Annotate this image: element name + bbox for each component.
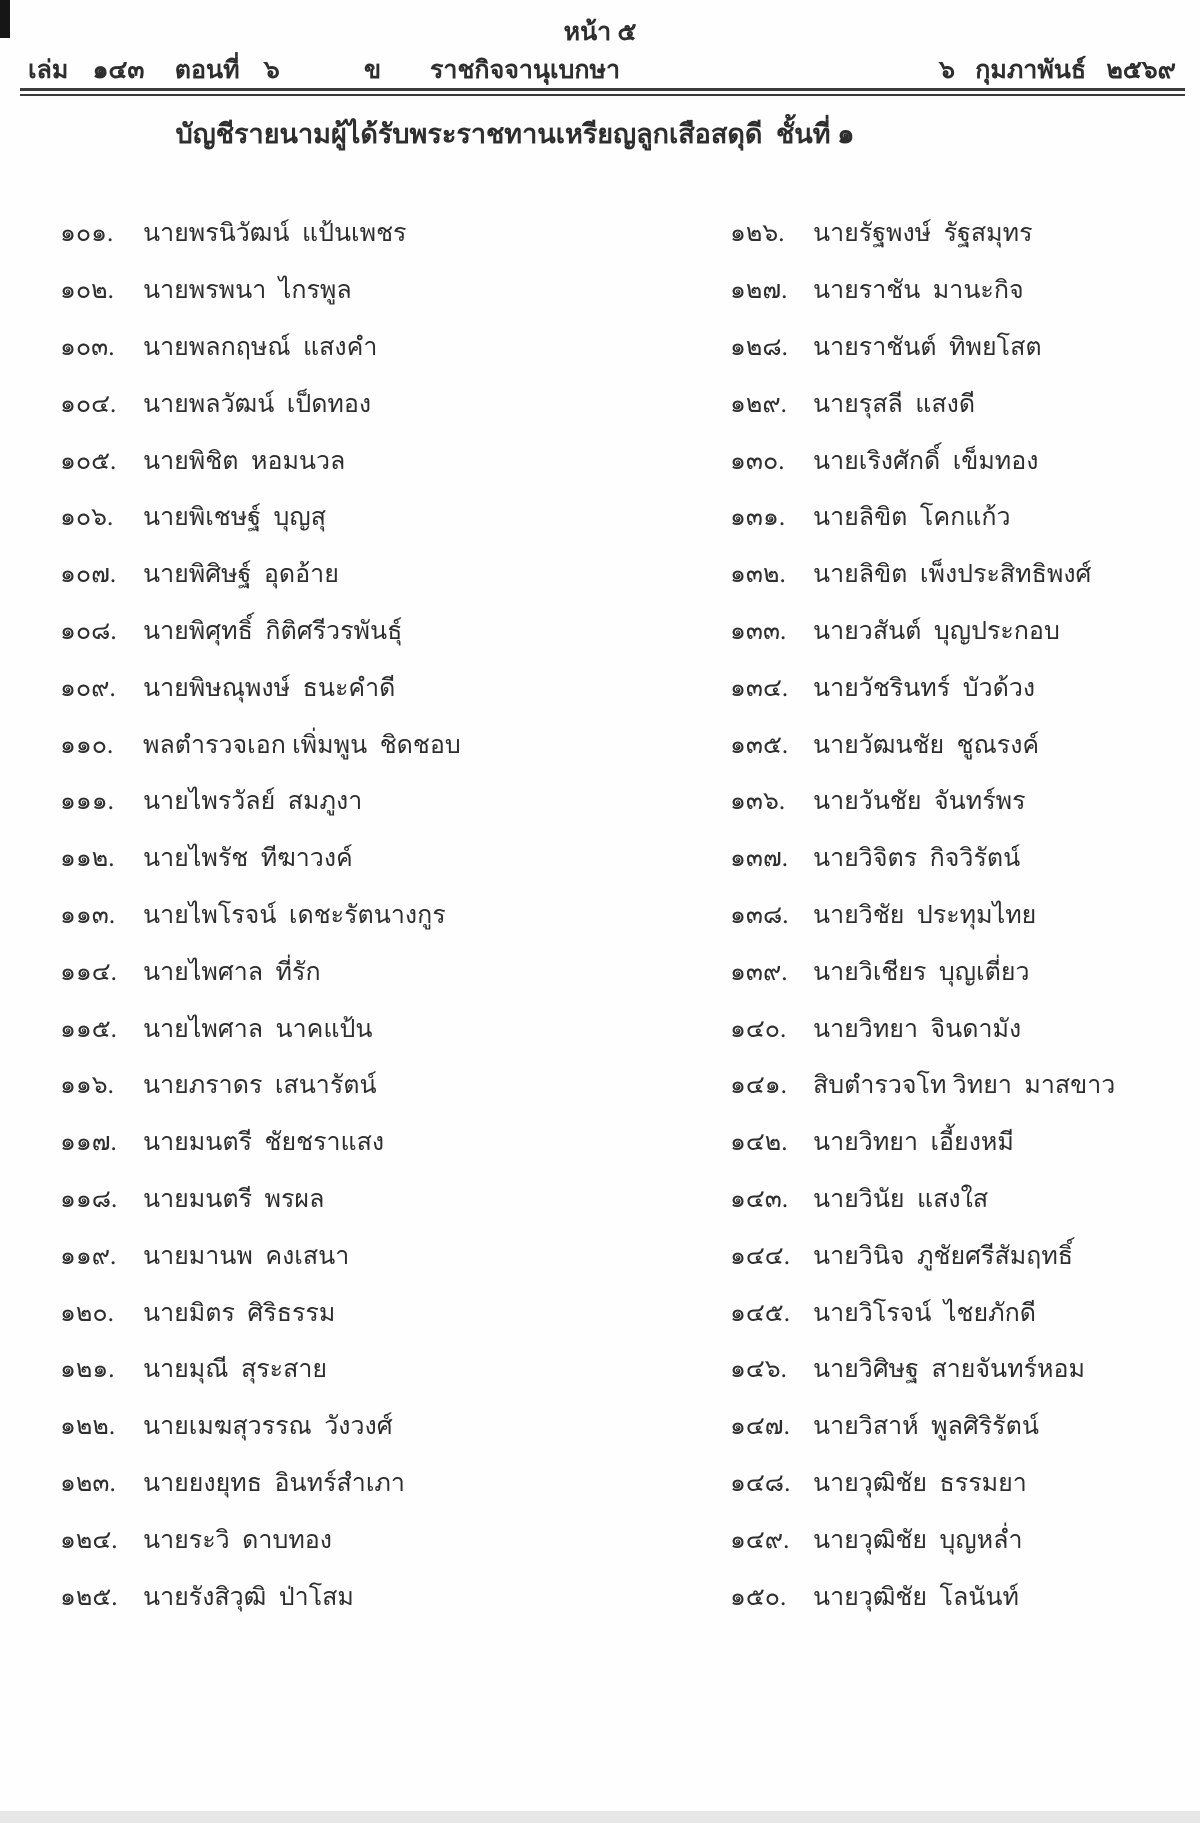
item-name: นายพิศิษฐ์ อุดอ้าย: [143, 561, 339, 589]
item-number: ๑๓๘.: [730, 901, 789, 929]
item-number: ๑๑๗.: [60, 1129, 117, 1157]
item-name: นายพรนิวัฒน์ แป้นเพชร: [143, 220, 407, 248]
item-number: ๑๓๗.: [730, 845, 789, 873]
list-item: [60, 375, 600, 432]
item-name: นายมานพ คงเสนา: [143, 1242, 350, 1270]
item-name: นายวิสาห์ พูลศิริรัตน์: [813, 1413, 1039, 1441]
item-name: นายมนตรี ชัยชราแสง: [143, 1129, 385, 1157]
part-number: ๖: [263, 57, 280, 84]
volume-label: เล่ม: [28, 57, 69, 84]
item-name: นายมนตรี พรผล: [143, 1185, 325, 1213]
list-item: [730, 489, 1200, 546]
item-number: ๑๓๕.: [730, 731, 789, 759]
item-number: ๑๕๐.: [730, 1583, 787, 1611]
item-number: ๑๐๘.: [60, 617, 117, 645]
list-item: [60, 489, 600, 546]
list-item: [730, 1284, 1200, 1341]
item-number: ๑๔๑.: [730, 1072, 787, 1100]
list-item: [730, 205, 1200, 262]
list-item: [60, 773, 600, 830]
list-item: [730, 1114, 1200, 1171]
item-name: นายไพศาล ที่รัก: [143, 958, 321, 986]
item-name: นายไพศาล นาคแป้น: [143, 1015, 373, 1043]
item-number: ๑๔๖.: [730, 1356, 787, 1384]
item-name: นายลิขิต เพ็งประสิทธิพงศ์: [813, 561, 1092, 589]
item-number: ๑๒๔.: [60, 1526, 118, 1554]
item-name: นายภราดร เสนารัตน์: [143, 1072, 377, 1100]
item-number: ๑๐๗.: [60, 561, 117, 589]
list-item: [60, 1171, 600, 1228]
item-number: ๑๑๓.: [60, 901, 116, 929]
gazette-name: ราชกิจจานุเบกษา: [430, 57, 621, 84]
list-item: [60, 1568, 600, 1625]
page-number-label: หน้า ๕: [563, 19, 637, 46]
item-name: นายไพรัช ทีฆาวงค์: [143, 845, 353, 873]
list-item: [60, 1057, 600, 1114]
item-name: นายวันชัย จันทร์พร: [813, 788, 1026, 816]
item-name: นายรัฐพงษ์ รัฐสมุทร: [813, 220, 1033, 248]
item-name: นายวัชรินทร์ บัวด้วง: [813, 674, 1036, 702]
item-number: ๑๔๘.: [730, 1469, 791, 1497]
item-name: นายพลกฤษณ์ แสงคำ: [143, 333, 378, 361]
item-name: นายวิทยา เอี้ยงหมี: [813, 1129, 1014, 1157]
item-number: ๑๑๔.: [60, 958, 117, 986]
list-item: [730, 943, 1200, 1000]
item-name: นายวิศิษฐ สายจันทร์หอม: [813, 1356, 1086, 1384]
list-item: [60, 546, 600, 603]
item-number: ๑๑๑.: [60, 788, 114, 816]
part-label: ตอนที่: [174, 57, 240, 84]
list-item: [60, 1341, 600, 1398]
item-name: นายเมฆสุวรรณ วังวงศ์: [143, 1413, 393, 1441]
item-name: นายไพโรจน์ เดชะรัตนางกูร: [143, 901, 446, 929]
item-name: นายวุฒิชัย ธรรมยา: [813, 1469, 1027, 1497]
list-item: [730, 1057, 1200, 1114]
item-name: นายวิชัย ประทุมไทย: [813, 901, 1037, 929]
list-item: [730, 262, 1200, 319]
item-name: นายไพรวัลย์ สมภูงา: [143, 788, 363, 816]
list-item: [60, 319, 600, 376]
item-name: นายมุณี สุระสาย: [143, 1356, 328, 1384]
item-number: ๑๔๙.: [730, 1526, 790, 1554]
list-item: [730, 1227, 1200, 1284]
item-number: ๑๐๑.: [60, 220, 114, 248]
item-number: ๑๓๔.: [730, 674, 789, 702]
item-number: ๑๓๑.: [730, 504, 786, 532]
list-item: [60, 432, 600, 489]
item-name: นายพลวัฒน์ เป็ดทอง: [143, 390, 372, 418]
item-name: นายพรพนา ไกรพูล: [143, 277, 352, 305]
name-list: [0, 205, 1200, 1625]
item-number: ๑๒๖.: [730, 220, 785, 248]
list-item: [60, 205, 600, 262]
item-number: ๑๔๒.: [730, 1129, 788, 1157]
list-item: [60, 262, 600, 319]
item-name: นายพิเชษฐ์ บุญสุ: [143, 504, 326, 532]
item-number: ๑๐๔.: [60, 390, 117, 418]
list-item: [730, 1511, 1200, 1568]
item-number: ๑๐๕.: [60, 447, 117, 475]
item-name: นายมิตร ศิริธรรม: [143, 1299, 336, 1327]
list-item: [730, 432, 1200, 489]
item-number: ๑๔๗.: [730, 1413, 790, 1441]
list-item: [730, 887, 1200, 944]
list-item: [730, 1000, 1200, 1057]
item-name: นายวิทยา จินดามัง: [813, 1015, 1022, 1043]
item-number: ๑๒๗.: [730, 277, 788, 305]
list-item: [60, 943, 600, 1000]
item-name: นายวิจิตร กิจวิรัตน์: [813, 845, 1021, 873]
list-item: [730, 1341, 1200, 1398]
item-name: นายรังสิวุฒิ ป่าโสม: [143, 1583, 354, 1611]
item-number: ๑๒๒.: [60, 1413, 116, 1441]
item-number: ๑๓๒.: [730, 561, 786, 589]
item-number: ๑๒๓.: [60, 1469, 116, 1497]
name-list-left-column: [0, 205, 600, 1625]
list-item: [60, 1227, 600, 1284]
item-number: ๑๓๖.: [730, 788, 786, 816]
item-number: ๑๓๓.: [730, 617, 787, 645]
header-divider: [20, 88, 1185, 96]
item-name: นายวิเชียร บุญเตี่ยว: [813, 958, 1030, 986]
item-name: นายวิโรจน์ ไชยภักดี: [813, 1299, 1036, 1327]
item-number: ๑๑๒.: [60, 845, 115, 873]
item-number: ๑๐๓.: [60, 333, 115, 361]
item-name: นายราชันต์ ทิพยโสต: [813, 333, 1042, 361]
list-item: [60, 830, 600, 887]
item-number: ๑๔๕.: [730, 1299, 790, 1327]
item-name: นายวัฒนชัย ชูณรงค์: [813, 731, 1040, 759]
item-number: ๑๒๘.: [730, 333, 788, 361]
list-item: [730, 1171, 1200, 1228]
item-number: ๑๔๓.: [730, 1185, 789, 1213]
list-item: [730, 603, 1200, 660]
list-item: [730, 716, 1200, 773]
list-item: [730, 546, 1200, 603]
list-item: [730, 830, 1200, 887]
list-item: [60, 1284, 600, 1341]
item-name: นายยงยุทธ อินทร์สำเภา: [143, 1469, 405, 1497]
gazette-header: [0, 50, 1200, 88]
item-name: นายวุฒิชัย โลนันท์: [813, 1583, 1019, 1611]
item-name: นายรุสลี แสงดี: [813, 390, 976, 418]
document-title: บัญชีรายนามผู้ได้รับพระราชทานเหรียญลูกเสือสดุดี ชั้นที่ ๑: [175, 119, 855, 149]
item-name: นายวุฒิชัย บุญหล่ำ: [813, 1526, 1023, 1554]
item-number: ๑๒๑.: [60, 1356, 115, 1384]
item-name: นายวินิจ ภูชัยศรีสัมฤทธิ์: [813, 1242, 1074, 1270]
item-number: ๑๒๕.: [60, 1583, 118, 1611]
list-item: [60, 716, 600, 773]
item-name: พลตำรวจเอก เพิ่มพูน ชิดชอบ: [143, 731, 461, 759]
list-item: [730, 319, 1200, 376]
scan-edge: [0, 1811, 1200, 1823]
list-item: [60, 603, 600, 660]
item-name: นายลิขิต โคกแก้ว: [813, 504, 1011, 532]
list-item: [730, 1398, 1200, 1455]
list-item: [60, 887, 600, 944]
list-item: [730, 773, 1200, 830]
item-number: ๑๑๙.: [60, 1242, 117, 1270]
list-item: [730, 1568, 1200, 1625]
list-item: [60, 659, 600, 716]
list-item: [730, 659, 1200, 716]
list-item: [730, 1455, 1200, 1512]
item-name: นายระวิ ดาบทอง: [143, 1526, 333, 1554]
item-number: ๑๐๙.: [60, 674, 116, 702]
item-name: นายพิศุทธิ์ กิติศรีวรพันธุ์: [143, 617, 403, 645]
item-name: นายวสันต์ บุญประกอบ: [813, 617, 1060, 645]
volume-number: ๑๔๓: [92, 57, 145, 84]
list-item: [730, 375, 1200, 432]
item-number: ๑๔๐.: [730, 1015, 787, 1043]
item-number: ๑๐๒.: [60, 277, 114, 305]
item-number: ๑๑๘.: [60, 1185, 118, 1213]
item-number: ๑๐๖.: [60, 504, 114, 532]
item-number: ๑๑๖.: [60, 1072, 114, 1100]
list-item: [60, 1511, 600, 1568]
item-number: ๑๓๙.: [730, 958, 788, 986]
item-number: ๑๒๐.: [60, 1299, 114, 1327]
item-name: นายพิชิต หอมนวล: [143, 447, 346, 475]
item-name: นายราชัน มานะกิจ: [813, 277, 1024, 305]
list-item: [60, 1000, 600, 1057]
volume-part-group: [28, 50, 381, 90]
item-name: นายพิษณุพงษ์ ธนะคำดี: [143, 674, 396, 702]
section-letter: ข: [363, 57, 382, 84]
list-item: [60, 1114, 600, 1171]
item-name: นายวินัย แสงใส: [813, 1185, 989, 1213]
item-number: ๑๑๕.: [60, 1015, 117, 1043]
gazette-date: ๖ กุมภาพันธ์ ๒๕๖๙: [939, 57, 1176, 84]
item-number: ๑๒๙.: [730, 390, 787, 418]
list-item: [60, 1398, 600, 1455]
item-name: นายเริงศักดิ์ เข็มทอง: [813, 447, 1039, 475]
item-name: สิบตำรวจโท วิทยา มาสขาว: [813, 1072, 1116, 1100]
item-number: ๑๑๐.: [60, 731, 114, 759]
item-number: ๑๔๔.: [730, 1242, 790, 1270]
name-list-right-column: [600, 205, 1200, 1625]
list-item: [60, 1455, 600, 1512]
item-number: ๑๓๐.: [730, 447, 785, 475]
